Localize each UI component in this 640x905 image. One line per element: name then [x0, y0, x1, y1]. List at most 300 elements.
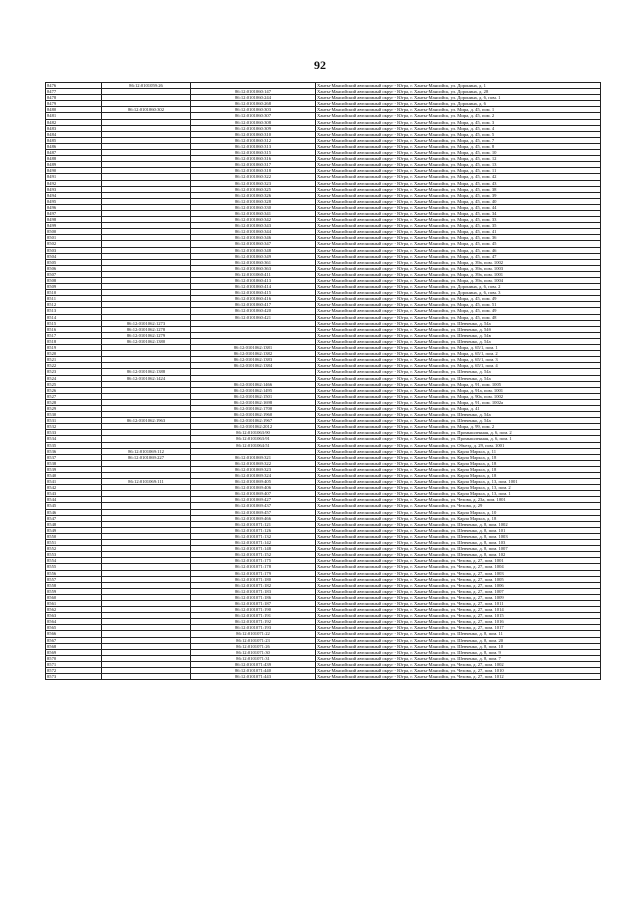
address-detail: Чехова, д. 23а, пом. 1001 [457, 497, 506, 503]
address-prefix: Ханты-Мансийский автономный округ - Югра, г. Ханты-Мансийск, ул. [317, 168, 458, 174]
address-detail: Мира, д. 45, пом. 7 [457, 137, 495, 143]
row-number: 8553 [46, 552, 102, 558]
address-detail: Мира, д. 99, пом. 2 [457, 424, 495, 430]
address-detail: Доронина, д. 6, пом. 2 [457, 284, 501, 290]
row-number: 8532 [46, 424, 102, 430]
row-number: 8544 [46, 497, 102, 503]
address-prefix: Ханты-Мансийский автономный округ - Югра, г. Ханты-Мансийск, ул. [317, 473, 458, 478]
address-detail: Чехова, д. 27, пом. 1014 [457, 607, 504, 613]
row-number: 8527 [46, 393, 102, 399]
address-detail: Промышленная, д. 6, пом. 1 [457, 436, 512, 442]
row-number: 8486 [46, 143, 102, 149]
address-detail: Шевченко, д. 8, пом. 20 [457, 637, 504, 643]
object-cadastral-number: 86:12:0101062:2012 [191, 424, 316, 430]
address-prefix: Ханты-Мансийский автономный округ - Югра, г. Ханты-Мансийск, ул. [317, 515, 458, 521]
address-detail: Мира, д. 45, пом. 11 [457, 168, 497, 174]
object-cadastral-number: 86:12:0101060:420 [191, 308, 316, 314]
row-number: 8507 [46, 271, 102, 277]
address-detail: Мира, д. 65/1, пом. 2 [457, 351, 498, 357]
row-number: 8568 [46, 643, 102, 649]
object-cadastral-number: 86:12:0101060:315 [191, 150, 316, 156]
object-cadastral-number: 86:12:0101071:439 [191, 661, 316, 667]
address-detail: Чехова, д. 29 [457, 503, 483, 509]
address-prefix: Ханты-Мансийский автономный округ - Югра, г. Ханты-Мансийск, ул. [317, 570, 458, 576]
address-prefix: Ханты-Мансийский автономный округ - Югра, г. Ханты-Мансийск, ул. [317, 503, 458, 509]
address-detail: Мира, д. 91а, пом. 1001 [457, 387, 504, 393]
row-number: 8536 [46, 448, 102, 454]
address-detail: Мира, д. 45, пом. 2 [457, 113, 495, 119]
row-number: 8520 [46, 351, 102, 357]
object-cadastral-number: 86:12:0101060:348 [191, 247, 316, 253]
address-detail: Шевченко, д. 8, пом. 1002 [457, 521, 508, 527]
address-detail: Чехова, д. 27, пом. 1001 [457, 558, 504, 564]
address-prefix: Ханты-Мансийский автономный округ - Югра, г. Ханты-Мансийск, ул. [317, 540, 458, 546]
address-detail: Мира, д. 41 [457, 405, 480, 411]
object-cadastral-number: 86:12:0101062:1501 [191, 393, 316, 399]
address-prefix: Ханты-Мансийский автономный округ - Югра, г. Ханты-Мансийск, ул. [317, 613, 458, 619]
object-cadastral-number: 86:12:0101060:363 [191, 265, 316, 271]
address-detail: Мира, д. 90а, пом. 1002 [457, 393, 504, 399]
object-cadastral-number: 86:12:0101062:1383 [191, 357, 316, 363]
object-cadastral-number: 86:12:0101071:152 [191, 552, 316, 558]
address-detail: Мира, д. 45, пом. 10 [457, 150, 497, 156]
address-prefix: Ханты-Мансийский автономный округ - Югра, г. Ханты-Мансийск, ул. [317, 271, 458, 277]
address-prefix: Ханты-Мансийский автономный округ - Югра, г. Ханты-Мансийск, ул. [317, 375, 458, 381]
address-detail: Шевченко, д. 8, пом. 101 [457, 527, 506, 533]
object-cadastral-number: 86:12:0101060:323 [191, 180, 316, 186]
row-number: 8506 [46, 265, 102, 271]
address-detail: Мира, д. 45, пом. 49 [457, 308, 497, 314]
address-prefix: Ханты-Мансийский автономный округ - Югра, г. Ханты-Мансийск, ул. [317, 107, 458, 113]
address-detail: Карла Маркса, д. 18 [457, 515, 497, 521]
object-cadastral-number: 86:12:0101060:341 [191, 210, 316, 216]
row-number: 8554 [46, 558, 102, 564]
object-cadastral-number: 86:12:0101062:1700 [191, 405, 316, 411]
object-cadastral-number: 86:12:0101060:312 [191, 137, 316, 143]
address-detail: Мира, д. 39а, пом. 1001 [457, 271, 504, 277]
object-cadastral-number: 86:12:0101071:193 [191, 625, 316, 631]
object-cadastral-number: 86:12:0101071:443 [191, 674, 316, 680]
row-number: 8523 [46, 369, 102, 375]
address-detail: Чехова, д. 27, пом. 1002 [457, 661, 504, 667]
address-detail: Мира, д. 65/1, пом. 4 [457, 363, 498, 369]
address-detail: Шевченко, д. 8, пом. 11 [457, 631, 503, 637]
address-prefix: Ханты-Мансийский автономный округ - Югра, г. Ханты-Мансийск, ул. [317, 497, 458, 503]
object-cadastral-number: 86:12:0101069:427 [191, 497, 316, 503]
address-prefix: Ханты-Мансийский автономный округ - Югра, г. Ханты-Мансийск, ул. [317, 533, 458, 539]
address-prefix: Ханты-Мансийский автономный округ - Югра, г. Ханты-Мансийск, ул. [317, 448, 458, 454]
object-cadastral-number: 86:12:0101069:321 [191, 454, 316, 460]
row-number: 8529 [46, 405, 102, 411]
address-detail: Чехова, д. 27, пом. 1007 [457, 588, 504, 594]
object-cadastral-number: 86:12:0101071:179 [191, 570, 316, 576]
row-number: 8522 [46, 363, 102, 369]
address-detail: Промышленная, д. 6, пом. 2 [457, 430, 512, 436]
address-prefix: Ханты-Мансийский автономный округ - Югра, г. Ханты-Мансийск, ул. [317, 351, 458, 357]
address-prefix: Ханты-Мансийский автономный округ - Югра, г. Ханты-Мансийск, ул. [317, 393, 458, 399]
row-number: 8476 [46, 83, 102, 89]
row-number: 8542 [46, 485, 102, 491]
page-number: 92 [314, 58, 326, 72]
address-prefix: Ханты-Мансийский автономный округ - Югра, г. Ханты-Мансийск, ул. [317, 588, 458, 594]
row-number: 8547 [46, 515, 102, 521]
row-number: 8539 [46, 466, 102, 472]
row-number: 8514 [46, 314, 102, 320]
row-number: 8545 [46, 503, 102, 509]
address-prefix: Ханты-Мансийский автономный округ - Югра, г. Ханты-Мансийск, ул. [317, 265, 458, 271]
address-prefix: Ханты-Мансийский автономный округ - Югра, г. Ханты-Мансийск, ул. [317, 424, 458, 430]
object-cadastral-number: 86:12:0101060:417 [191, 302, 316, 308]
row-number: 8569 [46, 649, 102, 655]
row-number: 8513 [46, 308, 102, 314]
row-number: 8481 [46, 113, 102, 119]
address-prefix: Ханты-Мансийский автономный округ - Югра, г. Ханты-Мансийск, ул. [317, 296, 458, 302]
row-number: 8502 [46, 241, 102, 247]
row-number: 8562 [46, 607, 102, 613]
address-detail: Шевченко, д. 54а [457, 418, 491, 424]
object-cadastral-number: 86:12:0101060:344 [191, 229, 316, 235]
address-detail: Чехова, д. 27, пом. 1015 [457, 613, 504, 619]
address-detail: Карла Маркса, д. 10 [457, 509, 497, 515]
row-number: 8556 [46, 570, 102, 576]
object-cadastral-number: 86:12:0101060:307 [191, 113, 316, 119]
object-cadastral-number: 86:12:0101060:147 [191, 89, 316, 95]
object-cadastral-number: 86:12:0101071:183 [191, 588, 316, 594]
address-detail: Мира, д. 45, пом. 34 [457, 210, 497, 216]
row-number: 8567 [46, 637, 102, 643]
address-prefix: Ханты-Мансийский автономный округ - Югра, г. Ханты-Мансийск, ул. [317, 162, 458, 168]
address-detail: Чехова, д. 27, пом. 1005 [457, 576, 504, 582]
object-cadastral-number: 86:12:0101071:190 [191, 607, 316, 613]
address-prefix: Ханты-Мансийский автономный округ - Югра, г. Ханты-Мансийск, ул. [317, 150, 458, 156]
address-prefix: Ханты-Мансийский автономный округ - Югра, г. Ханты-Мансийск, ул. [317, 527, 458, 533]
address-detail: Шевченко, д. 8, пом. 9 [457, 649, 501, 655]
object-cadastral-number: 86:12:0101060:411 [191, 271, 316, 277]
address-prefix: Ханты-Мансийский автономный округ - Югра, г. Ханты-Мансийск, ул. [317, 363, 458, 369]
address-prefix: Ханты-Мансийский автономный округ - Югра, г. Ханты-Мансийск, ул. [317, 223, 458, 229]
table-row [46, 479, 601, 485]
address-prefix: Ханты-Мансийский автономный округ - Югра, г. Ханты-Мансийск, ул. [317, 320, 458, 326]
address-prefix: Ханты-Мансийский автономный округ - Югра, г. Ханты-Мансийск, ул. [317, 332, 458, 338]
row-number: 8550 [46, 533, 102, 539]
row-number: 8537 [46, 454, 102, 460]
land-cadastral-number: 86:12:0101062:1273 [102, 320, 191, 326]
address-detail: Мира, д. 45, пом. 8 [457, 143, 495, 149]
row-number: 8482 [46, 119, 102, 125]
object-cadastral-number: 86:12:0101069:466 [191, 515, 316, 521]
address-detail: Мира, д. 91, пом. 1002а [457, 399, 504, 405]
row-number: 8543 [46, 491, 102, 497]
object-cadastral-number: 86:12:0101069:406 [191, 485, 316, 491]
object-cadastral-number: 86:12:0101060:318 [191, 168, 316, 174]
address-prefix: Ханты-Мансийский автономный округ - Югра, г. Ханты-Мансийск, ул. [317, 418, 458, 424]
address-prefix: Ханты-Мансийский автономный округ - Югра, г. Ханты-Мансийск, ул. [317, 466, 458, 472]
object-cadastral-number: 86:12:0101069:324 [191, 473, 316, 479]
address-detail: Чехова, д. 27, пом. 1010 [457, 668, 504, 673]
object-cadastral-number: 86:12:0101060:317 [191, 162, 316, 168]
address-prefix: Ханты-Мансийский автономный округ - Югра, г. Ханты-Мансийск, ул. [317, 278, 458, 283]
row-number: 8535 [46, 442, 102, 448]
address-prefix: Ханты-Мансийский автономный округ - Югра, г. Ханты-Мансийск, ул. [317, 338, 458, 344]
table-row [46, 674, 601, 680]
address-prefix: Ханты-Мансийский автономный округ - Югра, г. Ханты-Мансийск, ул. [317, 101, 458, 107]
object-cadastral-number: 86:12:0101060:244 [191, 95, 316, 101]
row-number: 8564 [46, 619, 102, 625]
address-detail: Шевченко, д. 54а [457, 320, 491, 326]
row-number: 8519 [46, 345, 102, 351]
address-prefix: Ханты-Мансийский автономный округ - Югра, г. Ханты-Мансийск, ул. [317, 442, 458, 448]
row-number: 8484 [46, 131, 102, 137]
address-prefix: Ханты-Мансийский автономный округ - Югра, г. Ханты-Мансийск, ул. [317, 345, 458, 351]
address-prefix: Ханты-Мансийский автономный округ - Югра, г. Ханты-Мансийск, ул. [317, 479, 458, 485]
address-detail: Доронина, д. 6, пом. 1 [457, 95, 501, 101]
address-prefix: Ханты-Мансийский автономный округ - Югра, г. Ханты-Мансийск, ул. [317, 259, 458, 265]
address-detail: Мира, д. 45, пом. 42 [457, 174, 497, 180]
object-cadastral-number: 86:12:0101069:405 [191, 479, 316, 485]
row-number: 8521 [46, 357, 102, 363]
land-cadastral-number: 86:12:0101062:1278 [102, 326, 191, 332]
address-detail: Шевченко, д. 8, пом. 103 [457, 540, 506, 546]
address-detail: Доронина, д. 6 [457, 101, 486, 107]
land-cadastral-number: 86:12:0101062:1279 [102, 332, 191, 338]
row-number: 8511 [46, 296, 102, 302]
address-detail: Шевченко, д. 54а [457, 375, 491, 381]
row-number: 8512 [46, 302, 102, 308]
object-cadastral-number: 86:12:0101064:51 [191, 442, 316, 448]
address-prefix: Ханты-Мансийский автономный округ - Югра, г. Ханты-Мансийск, ул. [317, 637, 458, 643]
address-prefix: Ханты-Мансийский автономный округ - Югра, г. Ханты-Мансийск, ул. [317, 284, 458, 290]
land-cadastral-number: 86:12:0101062:1388 [102, 369, 191, 375]
address-detail: Шевченко, д. 8, пом. 102 [457, 552, 506, 558]
address-prefix: Ханты-Мансийский автономный округ - Югра, г. Ханты-Мансийск, ул. [317, 357, 458, 363]
address-prefix: Ханты-Мансийский автономный округ - Югра, г. Ханты-Мансийск, ул. [317, 399, 458, 405]
object-cadastral-number: 86:12:0101071:132 [191, 533, 316, 539]
address-detail: Мира, д. 45, пом. 43 [457, 180, 497, 186]
address-detail: Карла Маркса, д. 13, пом. 1001 [457, 479, 518, 485]
row-address [316, 674, 601, 680]
object-cadastral-number: 86:12:0101060:415 [191, 290, 316, 296]
address-detail: Доронина, д. 1 [457, 83, 486, 88]
address-detail: Мира, д. 65/1, пом. 3 [457, 357, 498, 363]
object-cadastral-number: 86:12:0101062:1382 [191, 351, 316, 357]
object-cadastral-number: 86:12:0101069:323 [191, 466, 316, 472]
address-detail: Шевченко, д. 54а [457, 412, 491, 418]
address-detail: Объезд, д. 29, пом. 1001 [457, 442, 505, 448]
address-detail: Чехова, д. 27, пом. 1006 [457, 582, 504, 588]
row-number: 8557 [46, 576, 102, 582]
object-cadastral-number: 86:12:0101060:316 [191, 156, 316, 162]
land-cadastral-number: 86:12:0101069:112 [102, 448, 191, 454]
object-cadastral-number: 86:12:0101060:268 [191, 101, 316, 107]
address-prefix: Ханты-Мансийский автономный округ - Югра, г. Ханты-Мансийск, ул. [317, 412, 458, 418]
address-detail: Чехова, д. 27, пом. 1012 [457, 674, 504, 680]
row-number: 8488 [46, 156, 102, 162]
address-prefix: Ханты-Мансийский автономный округ - Югра, г. Ханты-Мансийск, ул. [317, 594, 458, 600]
object-cadastral-number: 86:12:0101069:437 [191, 503, 316, 509]
row-number: 8495 [46, 198, 102, 204]
object-cadastral-number: 86:12:0101071:182 [191, 582, 316, 588]
address-detail: Мира, д. 45, пом. 46 [457, 247, 497, 253]
address-detail: Мира, д. 91, пом. 1005 [457, 381, 502, 387]
address-prefix: Ханты-Мансийский автономный округ - Югра, г. Ханты-Мансийск, ул. [317, 369, 458, 375]
object-cadastral-number: 86:12:0101060:309 [191, 125, 316, 131]
object-cadastral-number: 86:12:0101071:142 [191, 540, 316, 546]
object-cadastral-number: 86:12:0101062:1495 [191, 387, 316, 393]
object-cadastral-number: 86:12:0101060:361 [191, 259, 316, 265]
address-prefix: Ханты-Мансийский автономный округ - Югра, г. Ханты-Мансийск, ул. [317, 235, 458, 241]
address-detail: Карла Маркса, д. 18 [457, 460, 497, 466]
address-prefix: Ханты-Мансийский автономный округ - Югра, г. Ханты-Мансийск, ул. [317, 619, 458, 625]
address-detail: Мира, д. 45, пом. 4 [457, 125, 495, 131]
row-number: 8526 [46, 387, 102, 393]
object-cadastral-number: 86:12:0101060:421 [191, 314, 316, 320]
row-number: 8497 [46, 210, 102, 216]
object-cadastral-number: 86:12:0101060:303 [191, 107, 316, 113]
row-number: 8478 [46, 95, 102, 101]
object-cadastral-number: 86:12:0101071:440 [191, 668, 316, 674]
row-number: 8561 [46, 600, 102, 606]
address-detail: Мира, д. 45, пом. 13 [457, 162, 497, 168]
address-detail: Мира, д. 45, пом. 35 [457, 223, 497, 229]
address-prefix: Ханты-Мансийский автономный округ - Югра, г. Ханты-Мансийск, ул. [317, 649, 458, 655]
address-prefix: Ханты-Мансийский автономный округ - Югра, г. Ханты-Мансийск, ул. [317, 552, 458, 558]
address-prefix: Ханты-Мансийский автономный округ - Югра, г. Ханты-Мансийск, ул. [317, 668, 458, 673]
address-prefix: Ханты-Мансийский автономный округ - Югра, г. Ханты-Мансийск, ул. [317, 582, 458, 588]
address-prefix: Ханты-Мансийский автономный округ - Югра, г. Ханты-Мансийск, ул. [317, 186, 458, 192]
address-prefix: Ханты-Мансийский автономный округ - Югра, г. Ханты-Мансийск, ул. [317, 521, 458, 527]
address-prefix: Ханты-Мансийский автономный округ - Югра, г. Ханты-Мансийск, ул. [317, 143, 458, 149]
row-number: 8525 [46, 381, 102, 387]
object-cadastral-number: 86:12:0101069:407 [191, 491, 316, 497]
cadastral-register-table [45, 82, 601, 680]
address-prefix: Ханты-Мансийский автономный округ - Югра, г. Ханты-Мансийск, ул. [317, 241, 458, 247]
object-cadastral-number: 86:12:0101071:186 [191, 594, 316, 600]
address-prefix: Ханты-Мансийский автономный округ - Югра, г. Ханты-Мансийск, ул. [317, 674, 458, 680]
address-prefix: Ханты-Мансийский автономный округ - Югра, г. Ханты-Мансийск, ул. [317, 95, 458, 101]
object-cadastral-number: 86:12:0101071:187 [191, 600, 316, 606]
address-detail: Мира, д. 45, пом. 48 [457, 314, 497, 320]
row-number: 8566 [46, 631, 102, 637]
address-detail: Мира, д. 45, пом. 39 [457, 192, 497, 198]
address-detail: Доронина, д. 6, пом. 3 [457, 290, 501, 296]
row-number: 8516 [46, 326, 102, 332]
row-number: 8552 [46, 546, 102, 552]
address-detail: Шевченко, д. 8, пом. 7 [457, 655, 501, 661]
address-prefix: Ханты-Мансийский автономный округ - Югра, г. Ханты-Мансийск, ул. [317, 174, 458, 180]
land-cadastral-number: 86:12:0101069:227 [102, 454, 191, 460]
land-cadastral-number: 86:12:0101060:302 [102, 107, 191, 113]
address-prefix: Ханты-Мансийский автономный округ - Югра, г. Ханты-Мансийск, ул. [317, 210, 458, 216]
address-detail: Шевченко, д. 8, пом. 1003 [457, 533, 508, 539]
row-number: 8546 [46, 509, 102, 515]
object-cadastral-number: 86:12:0101071:180 [191, 576, 316, 582]
address-detail: Карла Маркса, д. 18 [457, 454, 497, 460]
land-cadastral-number: 86:12:0101062:1963 [102, 418, 191, 424]
row-number: 8572 [46, 668, 102, 674]
address-prefix: Ханты-Мансийский автономный округ - Югра, г. Ханты-Мансийск, ул. [317, 564, 458, 570]
object-cadastral-number: 86:12:0101069:322 [191, 460, 316, 466]
row-number: 8515 [46, 320, 102, 326]
row-number: 8571 [46, 661, 102, 667]
address-prefix: Ханты-Мансийский автономный округ - Югра, г. Ханты-Мансийск, ул. [317, 387, 458, 393]
object-cadastral-number: 86:12:0101060:414 [191, 284, 316, 290]
object-cadastral-number: 86:12:0101071:126 [191, 527, 316, 533]
row-number: 8541 [46, 479, 102, 485]
row-number: 8494 [46, 192, 102, 198]
address-detail: Мира, д. 65/1, пом. 1 [457, 345, 498, 351]
address-prefix: Ханты-Мансийский автономный округ - Югра, г. Ханты-Мансийск, ул. [317, 314, 458, 320]
address-prefix: Ханты-Мансийский автономный округ - Югра, г. Ханты-Мансийск, ул. [317, 600, 458, 606]
row-number: 8560 [46, 594, 102, 600]
address-detail: Мира, д. 45, пом. 47 [457, 253, 497, 259]
row-number: 8498 [46, 217, 102, 223]
address-prefix: Ханты-Мансийский автономный округ - Югра, г. Ханты-Мансийск, ул. [317, 180, 458, 186]
object-cadastral-number: 86:12:0101071:148 [191, 546, 316, 552]
object-cadastral-number: 86:12:0101062:1381 [191, 345, 316, 351]
address-prefix: Ханты-Мансийский автономный округ - Югра, г. Ханты-Мансийск, ул. [317, 198, 458, 204]
row-number: 8558 [46, 582, 102, 588]
row-number: 8534 [46, 436, 102, 442]
object-cadastral-number: 86:12:0101071:31 [191, 655, 316, 661]
address-detail: Карла Маркса, д. 11 [457, 448, 497, 454]
address-detail: Мира, д. 45, пом. 12 [457, 156, 497, 162]
address-prefix: Ханты-Мансийский автономный округ - Югра, г. Ханты-Мансийск, ул. [317, 229, 458, 235]
row-number: 8524 [46, 375, 102, 381]
object-cadastral-number: 86:12:0101060:343 [191, 223, 316, 229]
address-detail: Шевченко, д. 54б [457, 326, 491, 332]
row-number: 8565 [46, 625, 102, 631]
row-number: 8485 [46, 137, 102, 143]
object-cadastral-number: 86:12:0101060:328 [191, 198, 316, 204]
address-detail: Чехова, д. 27, пом. 1017 [457, 625, 504, 631]
land-cadastral-number: 86:12:0101062:1380 [102, 338, 191, 344]
address-prefix: Ханты-Мансийский автономный округ - Югра, г. Ханты-Мансийск, ул. [317, 113, 458, 119]
row-number: 8508 [46, 278, 102, 284]
row-number: 8549 [46, 527, 102, 533]
row-number: 8490 [46, 168, 102, 174]
address-detail: Мира, д. 39а, пом. 1003 [457, 265, 504, 271]
object-cadastral-number: 86:12:0101060:349 [191, 253, 316, 259]
address-prefix: Ханты-Мансийский автономный округ - Югра, г. Ханты-Мансийск, ул. [317, 302, 458, 308]
row-number: 8528 [46, 399, 102, 405]
row-number: 8530 [46, 412, 102, 418]
object-cadastral-number: 86:12:0101062:1960 [191, 412, 316, 418]
row-number: 8483 [46, 125, 102, 131]
address-prefix: Ханты-Мансийский автономный округ - Югра, г. Ханты-Мансийск, ул. [317, 460, 458, 466]
row-number: 8551 [46, 540, 102, 546]
row-number: 8499 [46, 223, 102, 229]
object-cadastral-number: 86:12:0101062:1967 [191, 418, 316, 424]
row-number: 8493 [46, 186, 102, 192]
address-detail: Мира, д. 45, пом. 44 [457, 204, 497, 210]
row-number: 8505 [46, 259, 102, 265]
address-prefix: Ханты-Мансийский автономный округ - Югра, г. Ханты-Мансийск, ул. [317, 576, 458, 582]
address-prefix: Ханты-Мансийский автономный округ - Югра, г. Ханты-Мансийск, ул. [317, 643, 458, 649]
address-detail: Чехова, д. 27, пом. 1004 [457, 564, 504, 570]
row-number: 8573 [46, 674, 102, 680]
address-detail: Шевченко, д. 8, пом. 1007 [457, 546, 508, 552]
object-cadastral-number: 86:12:0101071:175 [191, 558, 316, 564]
address-prefix: Ханты-Мансийский автономный округ - Югра, г. Ханты-Мансийск, ул. [317, 661, 458, 667]
address-detail: Карла Маркса, д. 18 [457, 466, 497, 472]
object-cadastral-number: 86:12:0101060:413 [191, 278, 316, 284]
row-number: 8479 [46, 101, 102, 107]
address-detail: Чехова, д. 27, пом. 1009 [457, 594, 504, 600]
object-cadastral-number: 86:12:0101060:326 [191, 192, 316, 198]
object-cadastral-number: 86:12:0101071:30 [191, 649, 316, 655]
address-prefix: Ханты-Мансийский автономный округ - Югра, г. Ханты-Мансийск, ул. [317, 247, 458, 253]
row-number: 8533 [46, 430, 102, 436]
